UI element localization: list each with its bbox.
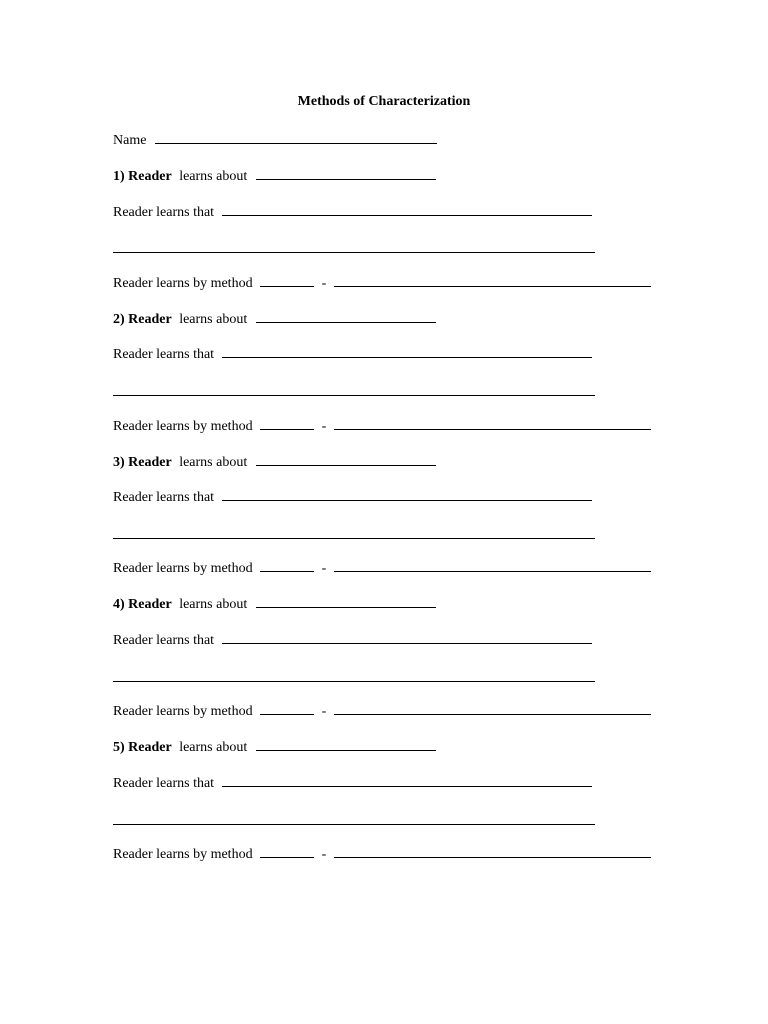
page-title: Methods of Characterization [297, 94, 471, 109]
learns-by-method-label: Reader learns by method [113, 561, 253, 576]
learns-that-continuation-blank[interactable] [113, 394, 595, 396]
learns-by-method-label: Reader learns by method [113, 847, 253, 862]
learns-by-method-label: Reader learns by method [113, 276, 253, 291]
method-description-blank[interactable] [334, 415, 651, 430]
section-1-method-row [113, 272, 651, 290]
section-5-that-row [113, 772, 592, 790]
name-blank[interactable] [155, 129, 437, 144]
learns-about-label: learns about [179, 312, 248, 327]
learns-that-blank[interactable] [222, 486, 592, 501]
section-3-method-row [113, 557, 651, 575]
method-number-blank[interactable] [260, 557, 314, 572]
learns-that-label: Reader learns that [113, 347, 215, 362]
section-1-about-row [113, 165, 436, 183]
section-number-label: 3) Reader [113, 455, 172, 470]
method-description-blank[interactable] [334, 272, 651, 287]
section-number-label: 2) Reader [113, 312, 172, 327]
learns-that-continuation-blank[interactable] [113, 537, 595, 539]
learns-about-blank[interactable] [256, 308, 436, 323]
learns-that-blank[interactable] [222, 343, 592, 358]
name-row [113, 129, 437, 147]
learns-about-blank[interactable] [256, 593, 436, 608]
section-number-label: 4) Reader [113, 597, 172, 612]
learns-that-continuation-blank[interactable] [113, 251, 595, 253]
method-dash: - [321, 704, 327, 719]
method-number-blank[interactable] [260, 700, 314, 715]
method-description-blank[interactable] [334, 843, 651, 858]
learns-about-blank[interactable] [256, 736, 436, 751]
method-dash: - [321, 847, 327, 862]
learns-that-continuation-blank[interactable] [113, 823, 595, 825]
learns-about-label: learns about [179, 597, 248, 612]
section-1-that-row [113, 201, 592, 219]
method-number-blank[interactable] [260, 415, 314, 430]
section-3-that-row [113, 486, 592, 504]
section-4-about-row [113, 593, 436, 611]
learns-about-label: learns about [179, 740, 248, 755]
method-description-blank[interactable] [334, 557, 651, 572]
section-number-label: 5) Reader [113, 740, 172, 755]
section-number-label: 1) Reader [113, 169, 172, 184]
learns-that-blank[interactable] [222, 629, 592, 644]
section-4-that-row [113, 629, 592, 647]
method-dash: - [321, 561, 327, 576]
learns-that-label: Reader learns that [113, 633, 215, 648]
method-description-blank[interactable] [334, 700, 651, 715]
section-5-about-row [113, 736, 436, 754]
learns-that-label: Reader learns that [113, 205, 215, 220]
method-dash: - [321, 276, 327, 291]
learns-about-label: learns about [179, 169, 248, 184]
learns-about-label: learns about [179, 455, 248, 470]
learns-that-label: Reader learns that [113, 776, 215, 791]
section-4-method-row [113, 700, 651, 718]
method-number-blank[interactable] [260, 272, 314, 287]
section-2-that-row [113, 343, 592, 361]
name-label: Name [113, 133, 147, 148]
section-2-method-row [113, 415, 651, 433]
learns-that-blank[interactable] [222, 201, 592, 216]
learns-by-method-label: Reader learns by method [113, 704, 253, 719]
learns-that-blank[interactable] [222, 772, 592, 787]
method-number-blank[interactable] [260, 843, 314, 858]
learns-that-label: Reader learns that [113, 490, 215, 505]
section-5-method-row [113, 843, 651, 861]
learns-by-method-label: Reader learns by method [113, 419, 253, 434]
section-2-about-row [113, 308, 436, 326]
learns-about-blank[interactable] [256, 165, 436, 180]
section-3-about-row [113, 451, 436, 469]
learns-that-continuation-blank[interactable] [113, 680, 595, 682]
method-dash: - [321, 419, 327, 434]
learns-about-blank[interactable] [256, 451, 436, 466]
